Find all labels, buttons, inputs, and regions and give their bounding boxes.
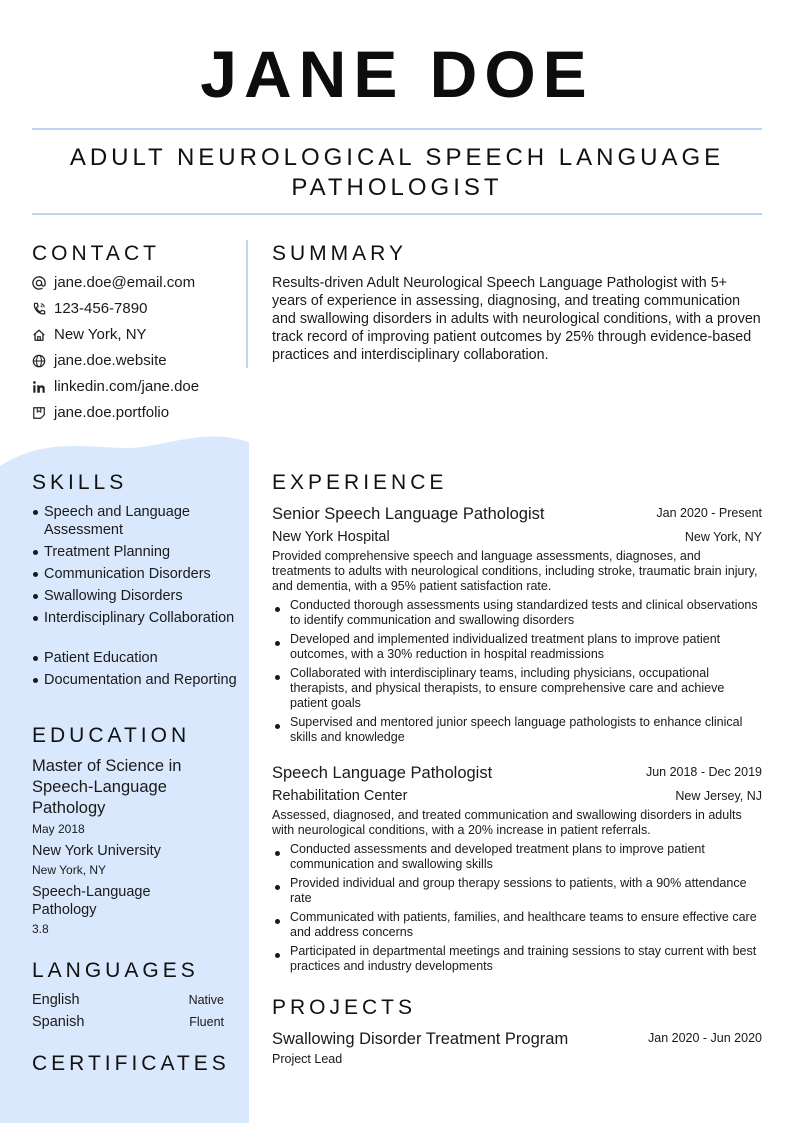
contact-location [32, 324, 242, 346]
education-degree: Master of Science in Speech-Language Pathology [32, 757, 182, 817]
contact-linkedin-text: linkedin.com/jane.doe [54, 378, 200, 395]
contact-portfolio[interactable] [32, 402, 242, 424]
skill-item: Patient Education [32, 649, 242, 667]
portfolio-icon [32, 406, 46, 420]
languages-heading: LANGUAGES [32, 959, 199, 982]
project-role: Project Lead [272, 1052, 343, 1066]
education-location: New York, NY [32, 863, 107, 877]
education-gpa: 3.8 [32, 922, 49, 936]
contact-linkedin[interactable] [32, 376, 242, 398]
experience-heading: EXPERIENCE [272, 471, 448, 494]
contact-email-text: jane.doe@email.com [54, 274, 196, 291]
summary-heading: SUMMARY [272, 242, 407, 265]
certificates-heading: CERTIFICATES [32, 1052, 230, 1075]
education-date: May 2018 [32, 822, 85, 836]
job-bullet: Supervised and mentored junior speech language pathologists to enhance clinical skills and knowledge [290, 715, 762, 745]
contact-location-text: New York, NY [54, 326, 147, 343]
job-title: Speech Language Pathologist [272, 764, 493, 782]
job-bullet: Conducted thorough assessments using standardized tests and clinical observations to identify communication and swallowing disorders [290, 598, 762, 628]
skill-item: Treatment Planning [32, 543, 242, 561]
job-title-line-1: ADULT NEUROLOGICAL SPEECH LANGUAGE [69, 144, 725, 171]
at-icon [32, 276, 46, 290]
contact-phone-text: 123-456-7890 [54, 300, 148, 317]
job-location: New York, NY [684, 530, 762, 544]
education-heading: EDUCATION [32, 724, 191, 747]
job-bullet: Collaborated with interdisciplinary teams, including physicians, occupational therapists, and physical therapists, to ensure comprehensive care and achieve patient goals [290, 666, 762, 711]
skill-item: Speech and Language Assessment [32, 503, 242, 539]
job-bullet: Provided individual and group therapy sessions to patients, with a 90% attendance rate [290, 876, 762, 906]
job-description: Provided comprehensive speech and language assessments, diagnoses, and treatments to adults with neurological conditions, including stroke, traumatic brain injury, and dementia, with a 95% patient satisfaction rate. [272, 549, 758, 593]
language-row [32, 991, 224, 1009]
job-description: Assessed, diagnosed, and treated communication and swallowing disorders in adults with neurological conditions, with a 20% increase in patient referrals. [272, 808, 742, 837]
contact-email[interactable] [32, 272, 242, 294]
job-company: Rehabilitation Center [272, 788, 408, 804]
skill-item: Documentation and Reporting [32, 671, 242, 689]
job-bullet: Participated in departmental meetings and training sessions to stay current with best practices and industry developments [290, 944, 762, 974]
language-row [32, 1013, 224, 1031]
job-location: New Jersey, NJ [675, 789, 762, 803]
skill-item: Communication Disorders [32, 565, 242, 583]
home-icon [32, 328, 46, 342]
linkedin-icon [32, 380, 46, 394]
job-title-line-2: PATHOLOGIST [291, 174, 503, 201]
skills-heading: SKILLS [32, 471, 128, 494]
education-school: New York University [32, 843, 161, 859]
skill-item: Swallowing Disorders [32, 587, 242, 605]
contact-heading: CONTACT [32, 242, 160, 265]
header-divider-bottom [32, 213, 762, 215]
globe-icon [32, 354, 46, 368]
header-divider-top [32, 128, 762, 130]
project-title: Swallowing Disorder Treatment Program [272, 1030, 569, 1048]
job-dates: Jun 2018 - Dec 2019 [645, 765, 762, 779]
language-name: Spanish [32, 1014, 85, 1030]
job-title: Senior Speech Language Pathologist [272, 505, 545, 523]
skill-item: Interdisciplinary Collaboration [32, 609, 242, 627]
job-bullet: Developed and implemented individualized treatment plans to improve patient outcomes, with a 30% reduction in hospital readmissions [290, 632, 762, 662]
project-dates: Jan 2020 - Jun 2020 [648, 1031, 762, 1045]
summary-text: Results-driven Adult Neurological Speech Language Pathologist with 5+ years of experience in assessing, diagnosing, and treating communication and swallowing disorders in adults with neurological conditions, with a proven track record of improving patient outcomes by 25% through evidence-based practices and interdisciplinary collaboration. [272, 275, 761, 363]
job-bullet: Communicated with patients, families, and healthcare teams to ensure effective care and address concerns [290, 910, 762, 940]
job-company: New York Hospital [272, 529, 390, 545]
job-bullet: Conducted assessments and developed treatment plans to improve patient communication and swallowing skills [290, 842, 762, 872]
contact-phone[interactable] [32, 298, 242, 320]
contact-website[interactable] [32, 350, 242, 372]
contact-portfolio-text: jane.doe.portfolio [54, 404, 170, 421]
column-divider [246, 240, 248, 368]
phone-icon [32, 302, 46, 316]
language-level: Fluent [189, 1015, 224, 1029]
projects-heading: PROJECTS [272, 996, 417, 1019]
job-title-header [40, 143, 754, 203]
contact-website-text: jane.doe.website [54, 352, 167, 369]
language-level: Native [188, 993, 224, 1007]
job-dates: Jan 2020 - Present [656, 506, 762, 520]
language-name: English [32, 992, 80, 1008]
education-field: Speech-Language Pathology [32, 884, 151, 918]
candidate-name: JANE DOE [200, 37, 594, 111]
